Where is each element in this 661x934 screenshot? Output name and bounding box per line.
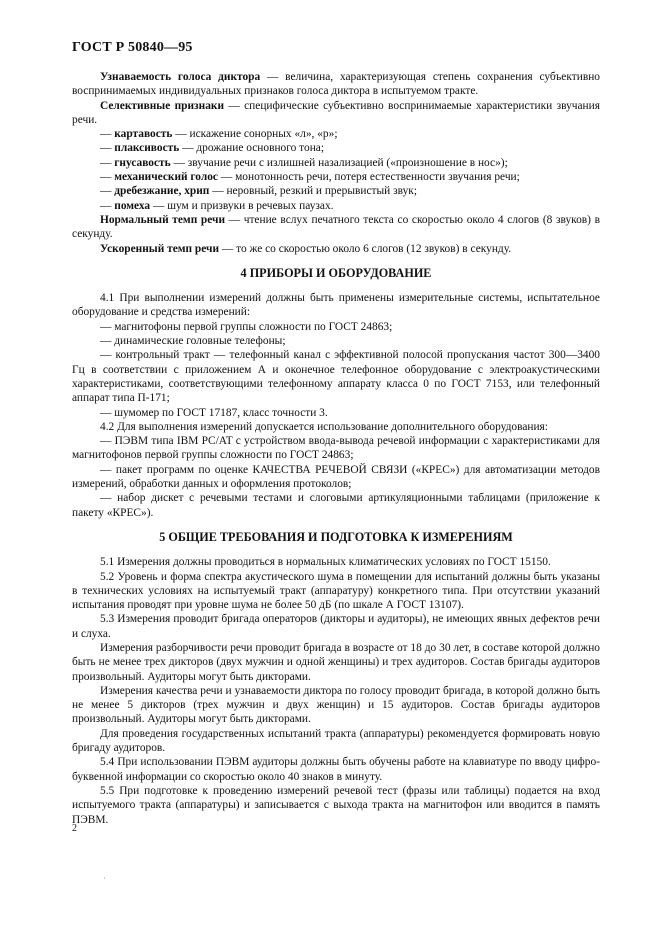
dash-term: картавость [114, 128, 173, 141]
dash-text: — искажение сонорных «л», «р»; [172, 128, 338, 141]
dash-term: помеха [114, 199, 151, 212]
dash-term: дребезжание, хрип [114, 185, 210, 198]
list-item: — набор дискет с речевыми тестами и слоговыми артикуляционными таблицами (приложение к пакету «КРЕС»). [72, 492, 600, 519]
dash-item [72, 141, 600, 155]
dash-text: — шум и призвуки в речевых паузах. [150, 199, 334, 212]
dash-item [72, 184, 600, 198]
definition-text: — величина, характеризующая степень сохранения субъективно воспринимаемых индивидуальных признаков голоса диктора в испытуемом тракте. [72, 71, 600, 98]
section-4-heading: 4 ПРИБОРЫ И ОБОРУДОВАНИЕ [240, 265, 432, 280]
section-5-heading: 5 ОБЩИЕ ТРЕБОВАНИЯ И ПОДГОТОВКА К ИЗМЕРЕНИЯМ [159, 529, 513, 544]
definition-paragraph [72, 99, 600, 128]
page-content [72, 70, 600, 827]
dash-item [72, 170, 600, 184]
list-item: — пакет программ по оценке КАЧЕСТВА РЕЧЕВОЙ СВЯЗИ («КРЕС») для автоматизации методов измерений, обработки данных и оформления протоколов; [72, 463, 600, 491]
definition-paragraph [72, 213, 600, 242]
paragraph-5-2: 5.2 Уровень и форма спектра акустического шума в помещении для испытаний должны быть указаны в технических условиях на испытуемый тракт (аппаратуру) конкретного типа. При отсутствии указаний испытания проводят при уровне шума не более 50 дБ (по шкале А ГОСТ 13107). [72, 570, 600, 612]
list-item: — шумомер по ГОСТ 17187, класс точности 3. [100, 406, 328, 419]
list-item: — ПЭВМ типа IBM PC/AT с устройством ввода-вывода речевой информации с характеристиками для магнитофонов первой группы сложности по ГОСТ 24863; [72, 435, 600, 462]
definition-term: Нормальный темп речи [100, 213, 226, 226]
definition-term: Ускоренный темп речи [100, 242, 220, 255]
definition-paragraph [72, 70, 600, 99]
paragraph: Для проведения государственных испытаний тракта (аппаратуры) рекомендуется формировать новую бригаду аудиторов. [72, 727, 600, 755]
dash-prefix: — [100, 142, 115, 155]
paragraph-4-1: 4.1 При выполнении измерений должны быть применены измерительные системы, испытательное оборудование и средства измерений: [72, 292, 600, 319]
list-item: — магнитофоны первой группы сложности по ГОСТ 24863; [100, 320, 393, 333]
paragraph-5-1: 5.1 Измерения должны проводиться в нормальных климатических условиях по ГОСТ 15150. [100, 556, 551, 569]
paragraph-5-5: 5.5 При подготовке к проведению измерений речевой тест (фразы или таблицы) подается на вход испытуемого тракта (аппаратуры) и записывается с выхода тракта на магнитофон или вводится в память ПЭВМ. [72, 784, 600, 826]
list-item: — контрольный тракт — телефонный канал с эффективной полосой пропускания частот 300—3400 Гц в соответствии с приложением А и оконечное телефонное оборудование с электроакустическими характеристиками, соответствующими телефонному аппарату класса 0 по ГОСТ 7153, или телефонный аппарат типа П-171; [72, 349, 600, 405]
dash-text: — дрожание основного тона; [179, 142, 325, 155]
dash-prefix: — [100, 128, 115, 141]
definition-text: — то же со скоростью около 6 слогов (12 звуков) в секунду. [219, 242, 512, 255]
dash-prefix: — [100, 199, 115, 212]
document-header: ГОСТ Р 50840—95 [72, 40, 193, 55]
definition-term: Селективные признаки [100, 99, 225, 112]
dash-text: — неровный, резкий и прерывистый звук; [209, 185, 418, 198]
list-item: — динамические головные телефоны; [100, 335, 286, 348]
dash-term: гнусавость [114, 156, 171, 169]
dash-item [72, 156, 600, 170]
dash-prefix: — [100, 171, 115, 184]
dash-item [72, 199, 600, 213]
paragraph-5-4: 5.4 При использовании ПЭВМ аудиторы должны быть обучены работе на клавиатуре по вводу цифро-буквенной информации со скоростью около 40 знаков в минуту. [72, 756, 600, 783]
definition-term: Узнаваемость голоса диктора [100, 71, 261, 83]
page-number: 2 [72, 823, 77, 834]
dash-prefix: — [100, 156, 115, 169]
paragraph: Измерения разборчивости речи проводит бригада в возрасте от 18 до 30 лет, в составе которой должно быть не менее трех дикторов (двух мужчин и одной женщины) и трех аудиторов. Состав бригады аудиторов произвольный. Аудиторы могут быть дикторами. [72, 641, 600, 683]
dash-item [72, 127, 600, 141]
scan-speck: · [103, 874, 106, 883]
paragraph-5-3: 5.3 Измерения проводит бригада операторов (дикторы и аудиторы), не имеющих явных дефектов речи и слуха. [72, 613, 600, 640]
dash-term: плаксивость [114, 142, 180, 155]
dash-prefix: — [100, 185, 115, 198]
dash-text: — монотонность речи, потеря естественности звучания речи; [218, 171, 520, 184]
definition-text: — чтение вслух печатного текста со скоростью около 4 слогов (8 звуков) в секунду. [72, 213, 601, 241]
dash-term: механический голос [114, 171, 218, 184]
paragraph-4-2: 4.2 Для выполнения измерений допускается использование дополнительного оборудования: [100, 420, 548, 433]
definition-text: — специфические субъективно воспринимаемые характеристики звучания речи. [72, 99, 600, 126]
paragraph: Измерения качества речи и узнаваемости диктора по голосу проводит бригада, в которой должно быть не менее 5 дикторов (трех мужчин и двух женщин) и 15 аудиторов. Состав бригады аудиторов произвольный. Аудиторы могут быть дикторами. [72, 684, 600, 726]
definition-paragraph [72, 242, 600, 256]
dash-text: — звучание речи с излишней назализацией («произношение в нос»); [170, 156, 508, 169]
